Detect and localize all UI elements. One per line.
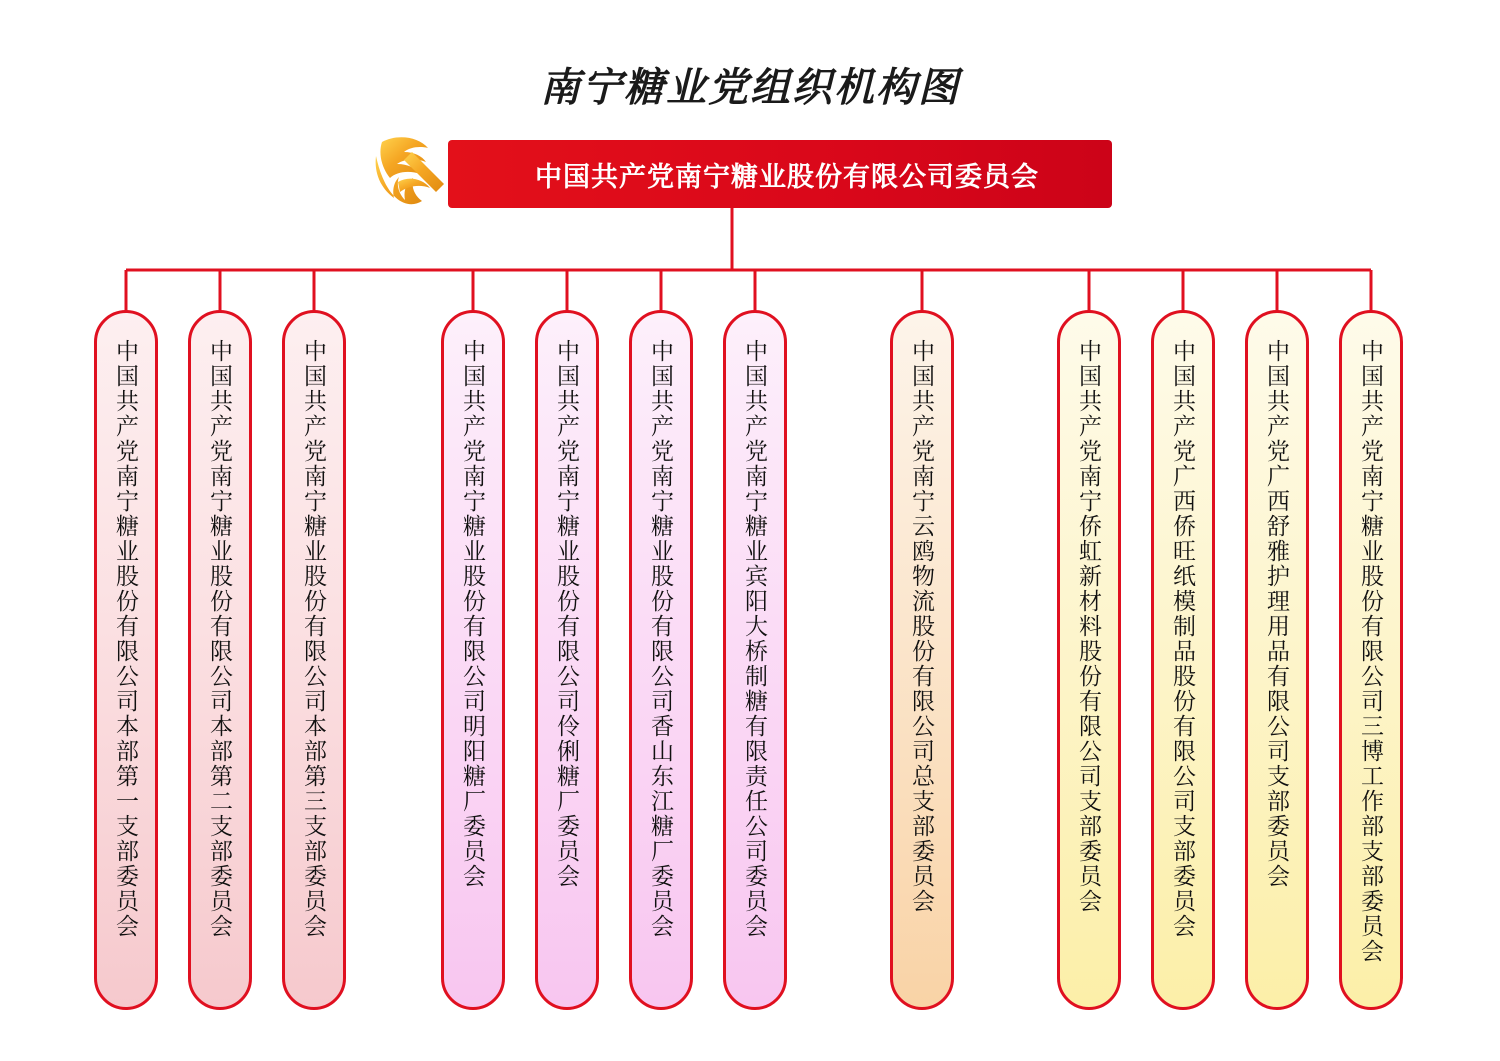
party-emblem-icon xyxy=(352,122,462,222)
org-node-label: 中国共产党南宁糖业股份有限公司三博工作部支部委员会 xyxy=(1358,339,1384,964)
org-node-10[interactable] xyxy=(1151,310,1215,1010)
org-node-11[interactable] xyxy=(1245,310,1309,1010)
org-node-5[interactable] xyxy=(535,310,599,1010)
org-node-12[interactable] xyxy=(1339,310,1403,1010)
org-node-label: 中国共产党南宁糖业股份有限公司本部第一支部委员会 xyxy=(113,339,139,939)
org-node-9[interactable] xyxy=(1057,310,1121,1010)
root-node[interactable] xyxy=(352,140,1112,208)
org-node-label: 中国共产党南宁侨虹新材料股份有限公司支部委员会 xyxy=(1076,339,1102,914)
org-node-4[interactable] xyxy=(441,310,505,1010)
org-node-label: 中国共产党广西侨旺纸模制品股份有限公司支部委员会 xyxy=(1170,339,1196,939)
page-title: 南宁糖业党组织机构图 xyxy=(540,64,960,111)
org-node-6[interactable] xyxy=(629,310,693,1010)
org-node-label: 中国共产党南宁糖业股份有限公司本部第三支部委员会 xyxy=(301,339,327,939)
root-label: 中国共产党南宁糖业股份有限公司委员会 xyxy=(535,161,1039,192)
org-node-label: 中国共产党南宁云鸥物流股份有限公司总支部委员会 xyxy=(909,339,935,914)
org-node-label: 中国共产党广西舒雅护理用品有限公司支部委员会 xyxy=(1264,339,1290,889)
root-banner[interactable] xyxy=(448,140,1112,208)
org-node-2[interactable] xyxy=(188,310,252,1010)
org-node-label: 中国共产党南宁糖业宾阳大桥制糖有限责任公司委员会 xyxy=(742,339,768,939)
org-node-8[interactable] xyxy=(890,310,954,1010)
org-node-label: 中国共产党南宁糖业股份有限公司本部第二支部委员会 xyxy=(207,339,233,939)
org-node-7[interactable] xyxy=(723,310,787,1010)
org-node-3[interactable] xyxy=(282,310,346,1010)
org-node-label: 中国共产党南宁糖业股份有限公司明阳糖厂委员会 xyxy=(460,339,486,889)
org-node-label: 中国共产党南宁糖业股份有限公司伶俐糖厂委员会 xyxy=(554,339,580,889)
org-node-1[interactable] xyxy=(94,310,158,1010)
org-node-label: 中国共产党南宁糖业股份有限公司香山东江糖厂委员会 xyxy=(648,339,674,939)
